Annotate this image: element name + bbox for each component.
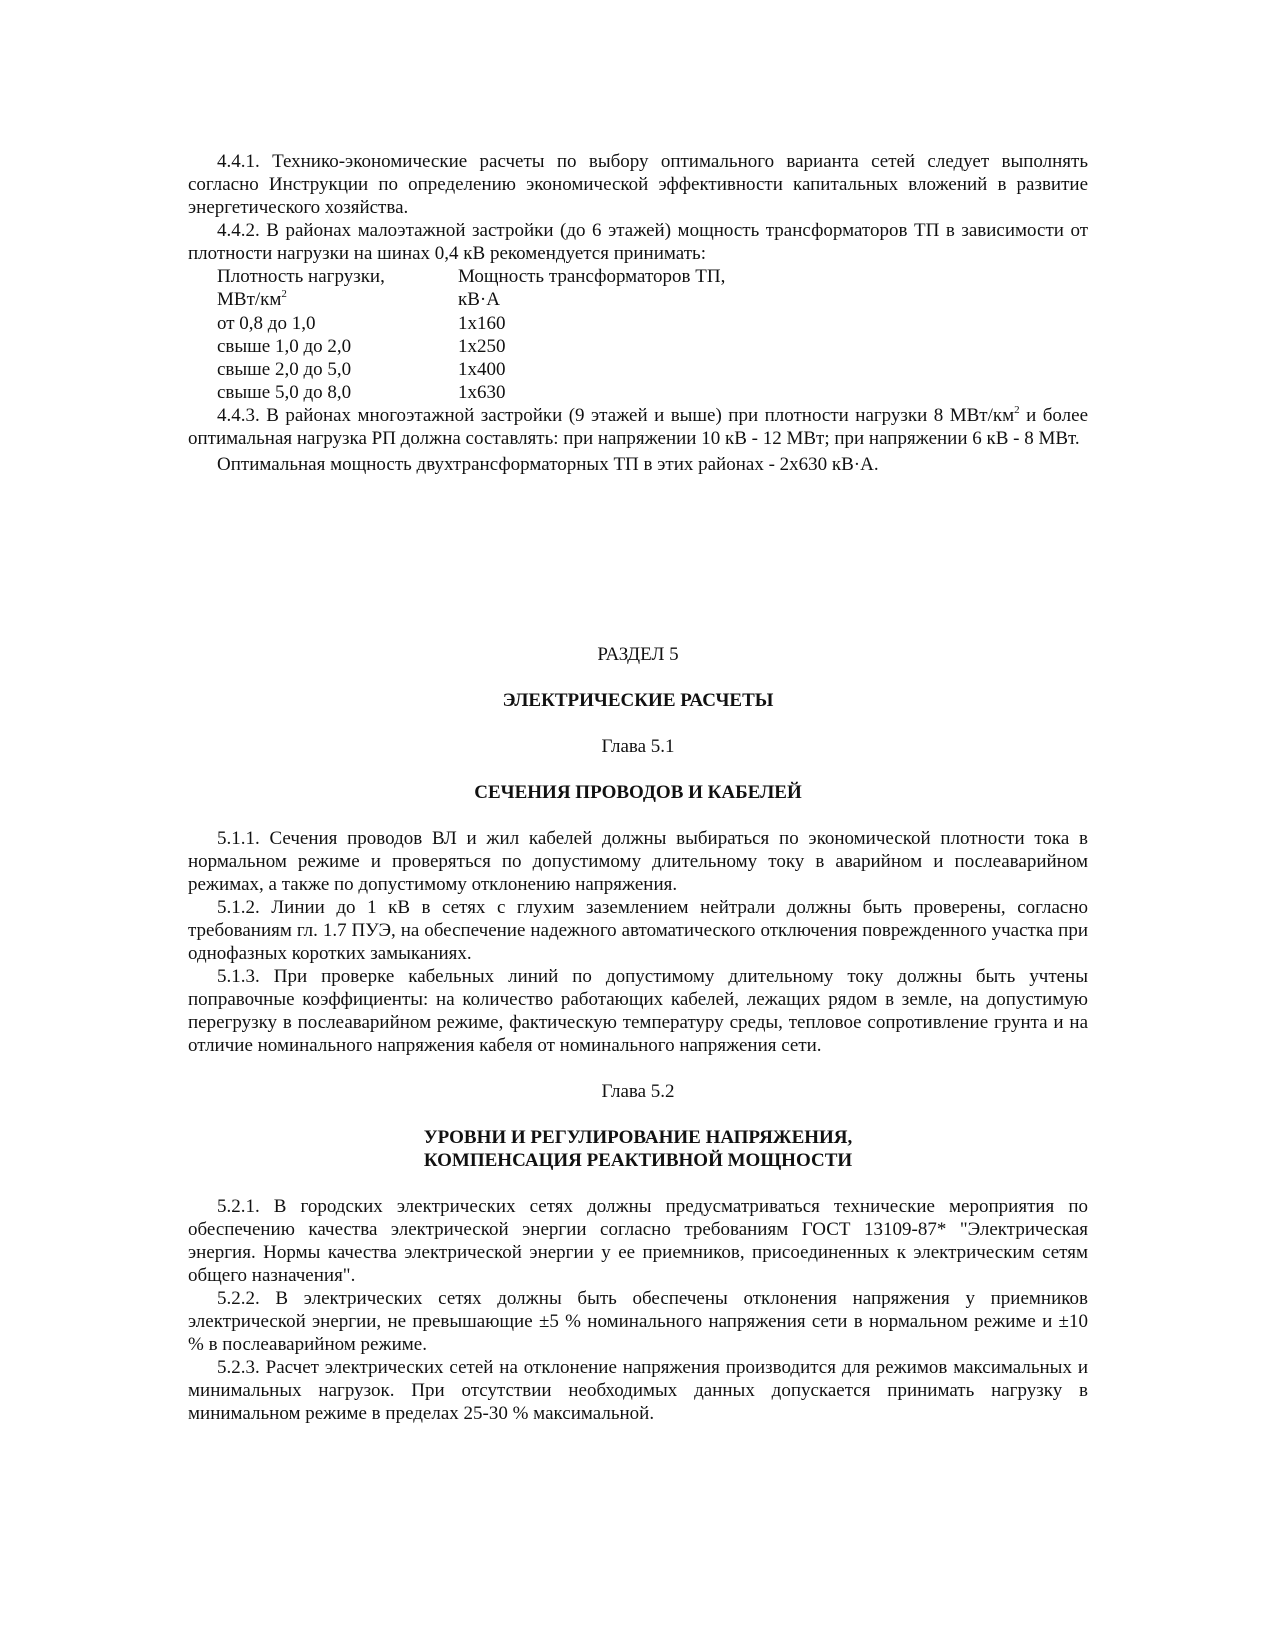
chapter-5-2-title-line-1: УРОВНИ И РЕГУЛИРОВАНИЕ НАПРЯЖЕНИЯ, — [423, 1127, 853, 1148]
paragraph-4-4-3-text-a: 4.4.3. В районах многоэтажной застройки (9 этажей и выше) при плотности нагрузки 8 МВт/км — [217, 405, 1015, 426]
chapter-5-2-title-line-2: КОМПЕНСАЦИЯ РЕАКТИВНОЙ МОЩНОСТИ — [423, 1150, 853, 1171]
table-cell-power: 1х630 — [458, 382, 506, 403]
header-power-label: Мощность трансформаторов ТП, — [458, 266, 726, 287]
header-density-unit — [188, 288, 458, 312]
paragraph-5-1-1: 5.1.1. Сечения проводов ВЛ и жил кабелей должны выбираться по экономической плотности тока в нормальном режиме и проверяться по допустимому длительному току в аварийном и послеаварийном режимах, а также по допустимому отклонению напряжения. — [188, 828, 1088, 895]
chapter-5-1-title: СЕЧЕНИЯ ПРОВОДОВ И КАБЕЛЕЙ — [474, 782, 802, 803]
paragraph-5-1-2: 5.1.2. Линии до 1 кВ в сетях с глухим заземлением нейтрали должны быть проверены, согласно требованиям гл. 1.7 ПУЭ, на обеспечение надежного автоматического отключения поврежденного участка при однофазных коротких замыканиях. — [188, 897, 1088, 964]
section-title: ЭЛЕКТРИЧЕСКИЕ РАСЧЕТЫ — [502, 690, 774, 711]
chapter-5-2-label: Глава 5.2 — [601, 1081, 675, 1102]
table-row — [188, 381, 1088, 404]
table-header-row-1 — [188, 265, 1088, 288]
paragraph-4-4-1: 4.4.1. Технико-экономические расчеты по выбору оптимального варианта сетей следует выполнять согласно Инструкции по определению экономической эффективности капитальных вложений в развитие энергетического хозяйства. — [188, 151, 1088, 218]
density-unit-superscript: 2 — [281, 288, 287, 300]
table-cell-power: 1х160 — [458, 313, 506, 334]
table-cell-power: 1х400 — [458, 359, 506, 380]
table-cell-density: свыше 1,0 до 2,0 — [217, 336, 352, 357]
chapter-5-1-label: Глава 5.1 — [601, 736, 675, 757]
table-row — [188, 358, 1088, 381]
header-density-label: Плотность нагрузки, — [217, 266, 385, 287]
table-cell-density: свыше 5,0 до 8,0 — [217, 382, 352, 403]
table-cell-density: от 0,8 до 1,0 — [217, 313, 316, 334]
paragraph-4-4-3-continued: Оптимальная мощность двухтрансформаторных ТП в этих районах - 2х630 кВ·А. — [217, 454, 879, 475]
paragraph-5-2-2: 5.2.2. В электрических сетях должны быть обеспечены отклонения напряжения у приемников электрической энергии, не превышающие ±5 % номинального напряжения сети в нормальном режиме и ±10 % в послеаварийном режиме. — [188, 1288, 1088, 1355]
chapter-5-2-title — [188, 1126, 1088, 1172]
document-page — [188, 150, 1088, 1425]
table-cell-power: 1х250 — [458, 336, 506, 357]
density-unit-text: МВт/км — [217, 289, 282, 310]
paragraph-4-4-3-text-b: и более оптимальная нагрузка РП должна составлять: при напряжении 10 кВ - 12 МВт; при напряжении 6 кВ - 8 МВт. — [188, 405, 1089, 449]
paragraph-4-4-3 — [188, 404, 1088, 450]
paragraph-5-1-3: 5.1.3. При проверке кабельных линий по допустимому длительному току должны быть учтены поправочные коэффициенты: на количество работающих кабелей, лежащих рядом в земле, на допустимую перегрузку в послеаварийном режиме, фактическую температуру среды, тепловое сопротивление грунта и на отличие номинального напряжения кабеля от номинального напряжения сети. — [188, 966, 1088, 1056]
paragraph-5-2-1: 5.2.1. В городских электрических сетях должны предусматриваться технические мероприятия по обеспечению качества электрической энергии согласно требованиям ГОСТ 13109-87* "Электрическая энергия. Нормы качества электрической энергии у ее приемников, присоединенных к электрическим сетям общего назначения". — [188, 1196, 1088, 1286]
table-row — [188, 312, 1088, 335]
transformer-power-table — [188, 265, 1088, 404]
table-row — [188, 335, 1088, 358]
header-power-unit: кВ·А — [458, 289, 500, 310]
table-cell-density: свыше 2,0 до 5,0 — [217, 359, 352, 380]
section-label: РАЗДЕЛ 5 — [597, 644, 679, 665]
paragraph-5-2-3: 5.2.3. Расчет электрических сетей на отклонение напряжения производится для режимов максимальных и минимальных нагрузок. При отсутствии необходимых данных допускается принимать нагрузку в минимальном режиме в пределах 25-30 % максимальной. — [188, 1357, 1088, 1424]
paragraph-4-4-3-superscript: 2 — [1014, 404, 1020, 416]
paragraph-4-4-2: 4.4.2. В районах малоэтажной застройки (до 6 этажей) мощность трансформаторов ТП в зависимости от плотности нагрузки на шинах 0,4 кВ рекомендуется принимать: — [188, 220, 1088, 264]
table-header-row-2 — [188, 288, 1088, 312]
